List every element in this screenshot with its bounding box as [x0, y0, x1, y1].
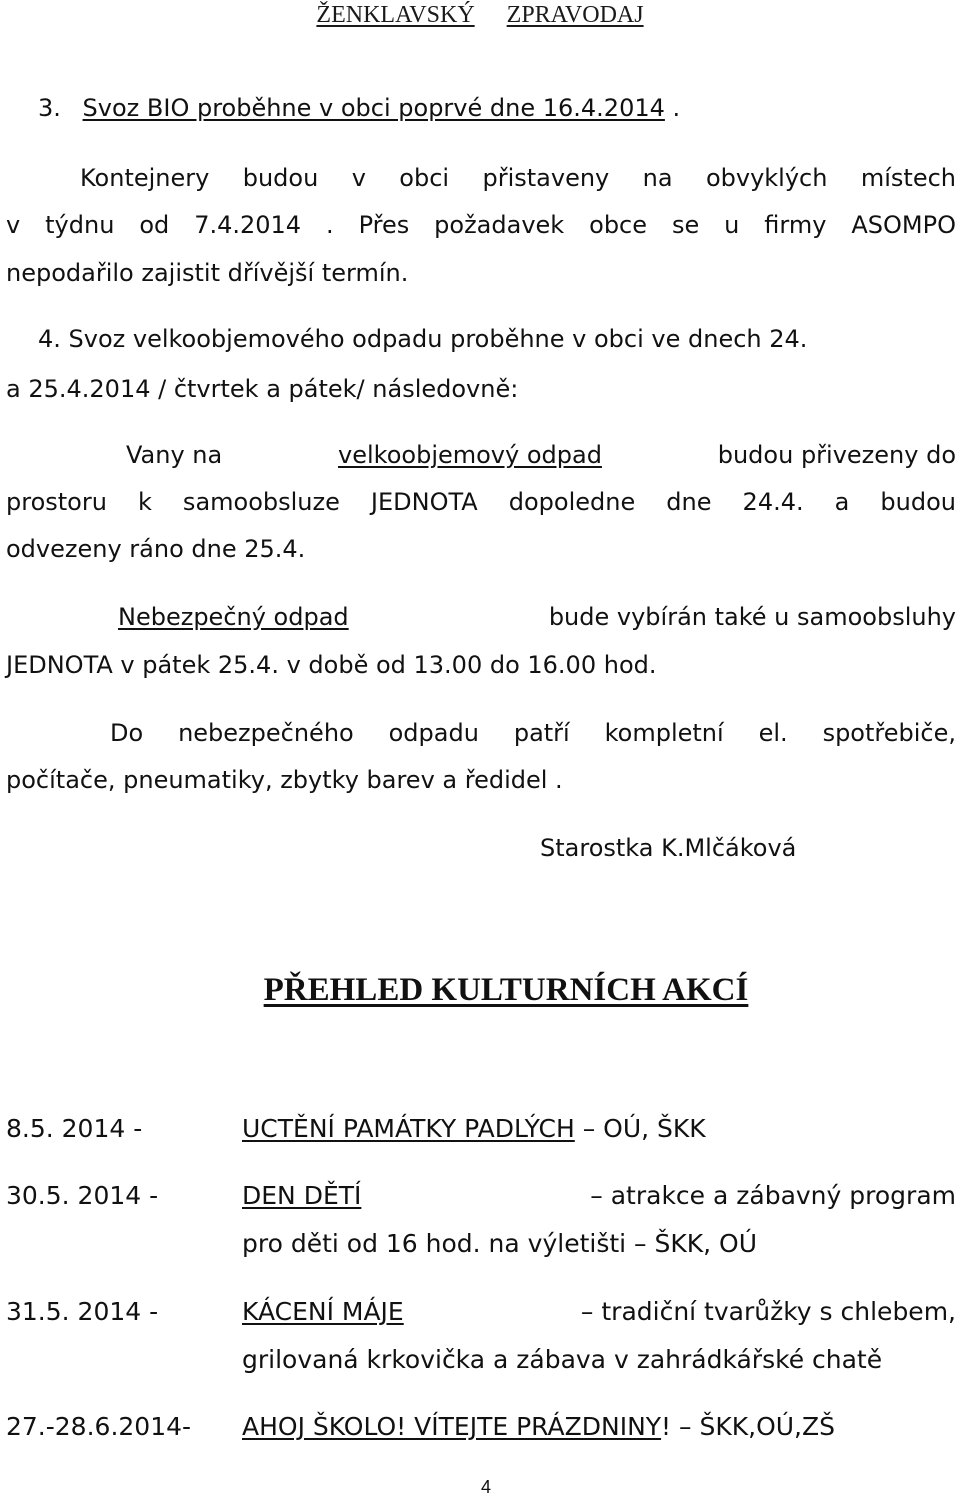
p1-pre: Vany na	[126, 441, 223, 469]
item3-heading-end: .	[664, 94, 681, 122]
event-date: 27.-28.6.2014-	[6, 1412, 192, 1441]
section-title-text: PŘEHLED KULTURNÍCH AKCÍ	[263, 972, 749, 1008]
event-rest: ! – ŠKK,OÚ,ZŠ	[661, 1412, 835, 1441]
item4-p1-line-1	[126, 440, 956, 470]
item4-p3-line-1: Do nebezpečného odpadu patří kompletní el. spotřebiče,	[110, 719, 956, 747]
item4-line-2: a 25.4.2014 / čtvrtek a pátek/ následovně:	[6, 375, 519, 403]
event-title: UCTĚNÍ PAMÁTKY PADLÝCH	[242, 1114, 575, 1143]
item3-number: 3.	[38, 94, 61, 122]
event-date: 8.5. 2014 -	[6, 1114, 143, 1143]
event-text	[242, 1412, 956, 1442]
event-title: AHOJ ŠKOLO! VÍTEJTE PRÁZDNINY	[242, 1412, 662, 1441]
event-rest: – tradiční tvarůžky s chlebem,	[572, 1297, 956, 1326]
item4-p2-line-1	[118, 602, 956, 632]
item4-p3-line-2: počítače, pneumatiky, zbytky barev a ředidel .	[6, 766, 563, 794]
event-title: DEN DĚTÍ	[242, 1181, 362, 1210]
item3-line-3: nepodařilo zajistit dřívější termín.	[6, 259, 409, 287]
item3-line-1: Kontejnery budou v obci přistaveny na obvyklých místech	[80, 164, 956, 192]
event-date: 30.5. 2014 -	[6, 1181, 159, 1210]
item4-p1-line-3: odvezeny ráno dne 25.4.	[6, 535, 306, 563]
event-date: 31.5. 2014 -	[6, 1297, 159, 1326]
event-rest: – atrakce a zábavný program	[582, 1181, 956, 1210]
item4-line-1: 4. Svoz velkoobjemového odpadu proběhne v obci ve dnech 24.	[38, 325, 808, 353]
section-title	[0, 970, 960, 1010]
p2-underlined: Nebezpečný odpad	[118, 603, 349, 631]
item3-heading-text: Svoz BIO proběhne v obci poprvé dne 16.4.2014	[82, 94, 665, 122]
item3-heading	[38, 93, 680, 123]
signature: Starostka K.Mlčáková	[540, 834, 797, 862]
event-title: KÁCENÍ MÁJE	[242, 1297, 404, 1326]
item4-p2-line-2: JEDNOTA v pátek 25.4. v době od 13.00 do 16.00 hod.	[6, 651, 657, 679]
item3-line-2: v týdnu od 7.4.2014 . Přes požadavek obce se u firmy ASOMPO	[6, 211, 956, 239]
event-text	[242, 1114, 956, 1144]
p2-post: bude vybírán také u samoobsluhy	[548, 603, 956, 631]
event-line-2: grilovaná krkovička a zábava v zahrádkářské chatě	[242, 1345, 883, 1374]
header-title-right: ZPRAVODAJ	[506, 2, 644, 28]
header-title-left: ŽENKLAVSKÝ	[316, 2, 475, 28]
event-line-2: pro děti od 16 hod. na výletišti – ŠKK, OÚ	[242, 1229, 758, 1258]
event-text	[242, 1181, 956, 1211]
event-rest: – OÚ, ŠKK	[574, 1114, 706, 1143]
item4-p1-line-2: prostoru k samoobsluze JEDNOTA dopoledne dne 24.4. a budou	[6, 488, 956, 516]
p1-post: budou přivezeny do	[717, 441, 956, 469]
newsletter-header	[0, 2, 960, 29]
p1-underlined: velkoobjemový odpad	[338, 441, 602, 469]
event-text	[242, 1297, 956, 1327]
page-number: 4	[480, 1477, 491, 1497]
